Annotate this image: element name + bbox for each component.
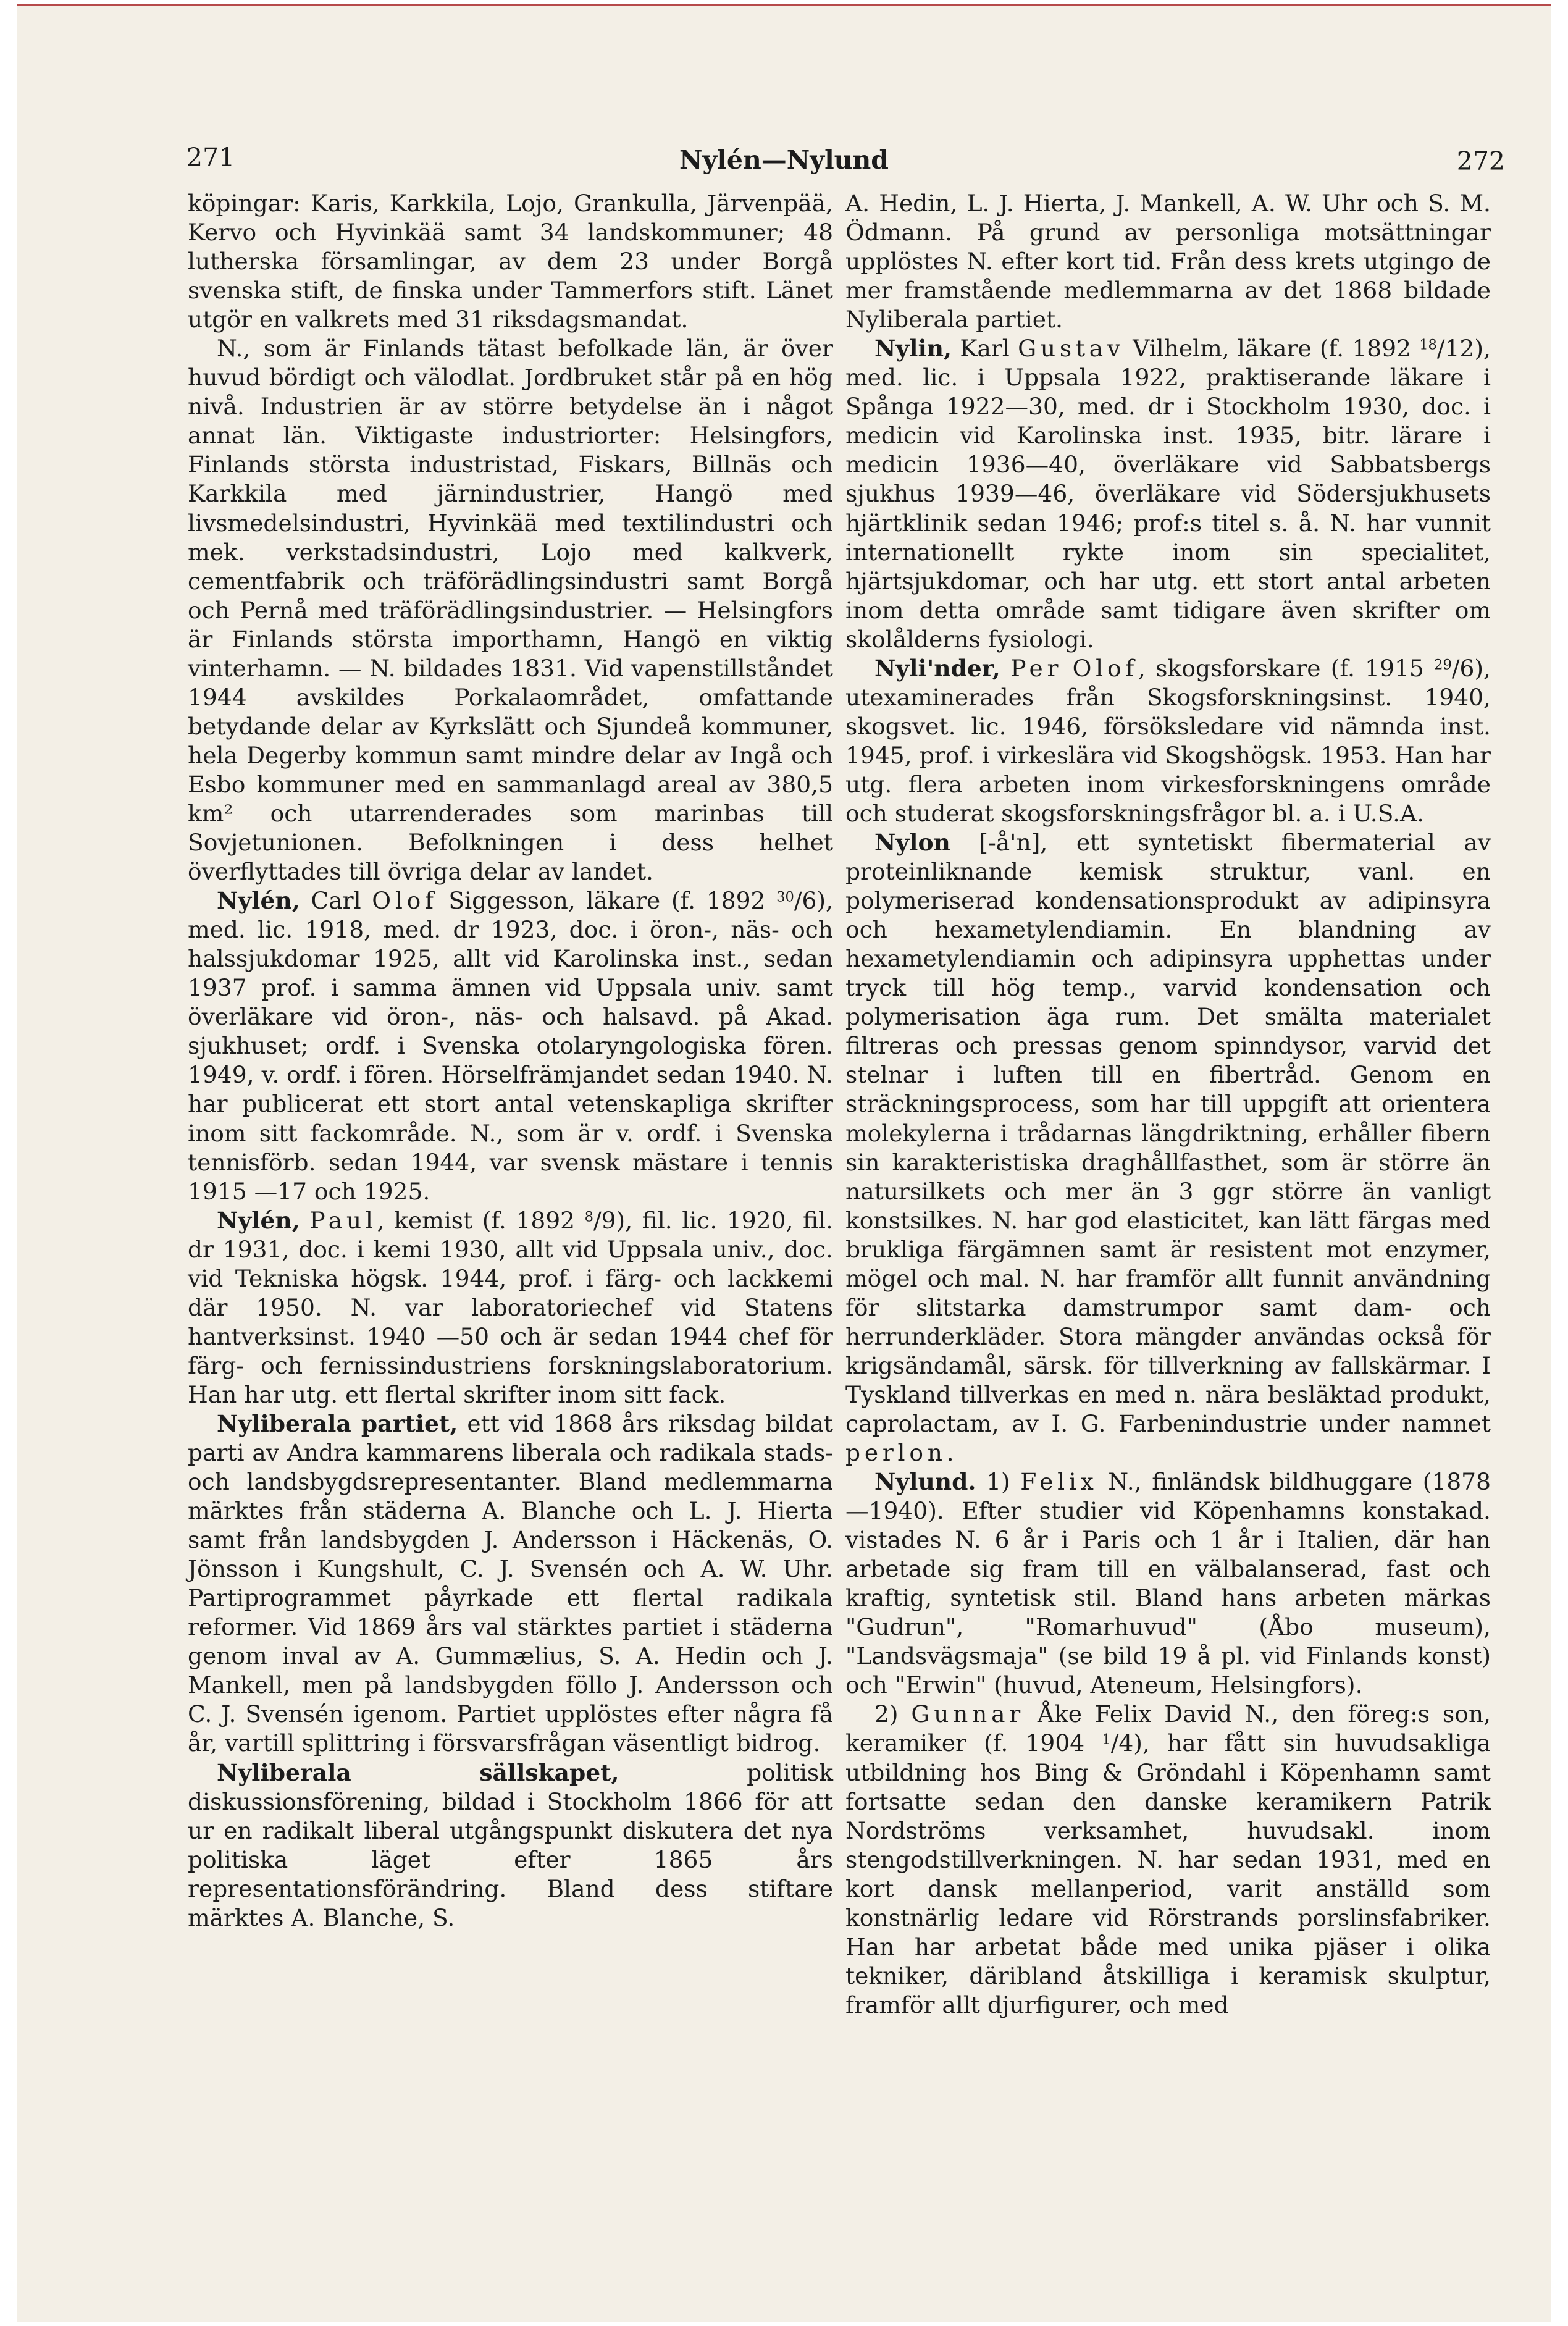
entry-nylen-paul: Nylén, Paul, kemist (f. 1892 $^8$/9), fil. lic. 1920, fil. dr 1931, doc. i kemi 1930, allt vid Uppsala univ., doc. vid Tekniska högsk. 1944, prof. i färg- och lackkemi där 1950. N. var laboratoriechef vid Statens hantverksinst. 1940 —50 och är sedan 1944 chef för färg- och fernissindustriens forskningslaboratorium. Han har utg. ett flertal skrifter inom sitt fack.	[188, 1206, 833, 1408]
entry-headword: Nyliberala partiet,	[217, 1409, 458, 1437]
entry-headword: Nylén,	[217, 1206, 300, 1234]
top-edge-line	[17, 4, 1551, 6]
page-number-right: 272	[1456, 146, 1505, 176]
entry-nyliberala-sallskapet-continued: A. Hedin, L. J. Hierta, J. Mankell, A. W. Uhr och S. M. Ödmann. På grund av personliga motsättningar upplöstes N. efter kort tid. Från dess krets utgingo de mer framstående medlemmarna av det 1868 bildade Nyliberala partiet.	[845, 190, 1491, 334]
entry-nyland-continued: köpingar: Karis, Karkkila, Lojo, Grankulla, Järvenpää, Kervo och Hyvinkää samt 34 landskommuner; 48 lutherska församlingar, av dem 23 under Borgå svenska stift, de finska under Tammerfors stift. Länet utgör en valkrets med 31 riksdagsmandat.	[188, 190, 833, 334]
entry-headword: Nylon	[874, 829, 950, 857]
entry-headword: Nylund.	[874, 1468, 976, 1496]
entry-headword: Nylén,	[217, 887, 300, 915]
left-column	[188, 189, 833, 1933]
right-column	[845, 189, 1491, 2020]
entry-headword: Nylin,	[874, 335, 952, 363]
entry-nylon: Nylon [-å'n], ett syntetiskt fibermaterial av proteinliknande kemisk struktur, vanl. en polymeriserad kondensationsprodukt av adipinsyra och hexametylendiamin. En blandning av hexametylendiamin och adipinsyra upphettas under tryck till hög temp., varvid kondensation och polymerisation äga rum. Det smälta materialet filtreras och pressas genom spinndysor, varvid det stelnar i luften till en fibertråd. Genom en sträckningsprocess, som har till uppgift att orientera molekylerna i trådarnas längdriktning, erhåller fibern sin karakteristiska draghållfasthet, som är större än natursilkets och mer än 3 ggr större än vanligt konstsilkes. N. har god elasticitet, kan lätt färgas med brukliga färgämnen samt är resistent mot enzymer, mögel och mal. N. har framför allt funnit användning för slitstarka damstrumpor samt dam- och herrunderkläder. Stora mängder användas också för krigsändamål, särsk. för tillverkning av fallskärmar. I Tyskland tillverkas en med n. nära besläktad produkt, caprolactam, av I. G. Farbenindustrie under namnet perlon.	[845, 829, 1491, 1467]
entry-nyland-economy: N., som är Finlands tätast befolkade län, är över huvud bördigt och välodlat. Jordbruket står på en hög nivå. Industrien är av större betydelse än i något annat län. Viktigaste industriorter: Helsingfors, Finlands största industristad, Fiskars, Billnäs och Karkkila med järnindustrier, Hangö med livsmedelsindustri, Hyvinkää med textilindustri och mek. verkstadsindustri, Lojo med kalkverk, cementfabrik och träförädlingsindustri samt Borgå och Pernå med träförädlingsindustrier. — Helsingfors är Finlands största importhamn, Hangö en viktig vinterhamn. — N. bildades 1831. Vid vapenstillståndet 1944 avskildes Porkalaområdet, omfattande betydande delar av Kyrkslätt och Sjundeå kommuner, hela Degerby kommun samt mindre delar av Ingå och Esbo kommuner med en sammanlagd areal av 380,5 km² och utarrenderades som marinbas till Sovjetunionen. Befolkningen i dess helhet överflyttades till övriga delar av landet.	[188, 335, 833, 886]
entry-nylund-felix: Nylund. 1) Felix N., finländsk bildhuggare (1878—1940). Efter studier vid Köpenhamns konstakad. vistades N. 6 år i Paris och 1 år i Italien, där han arbetade sig fram till en välbalanserad, fast och kraftig, syntetisk stil. Bland hans arbeten märkas "Gudrun", "Romarhuvud" (Åbo museum), "Landsvägsmaja" (se bild 19 å pl. vid Finlands konst) och "Erwin" (huvud, Ateneum, Helsingfors).	[845, 1468, 1491, 1699]
book-page	[17, 4, 1551, 2322]
page-header	[17, 143, 1551, 186]
entry-nylin-karl-gustav: Nylin, Karl Gustav Vilhelm, läkare (f. 1892 $^{18}$/12), med. lic. i Uppsala 1922, praktiserande läkare i Spånga 1922—30, med. dr i Stockholm 1930, doc. i medicin vid Karolinska inst. 1935, bitr. lärare i medicin 1936—40, överläkare vid Sabbatsbergs sjukhus 1939—46, överläkare vid Södersjukhusets hjärtklinik sedan 1946; prof:s titel s. å. N. har vunnit internationellt rykte inom sin specialitet, hjärtsjukdomar, och har utg. ett stort antal arbeten inom detta område samt tidigare även skrifter om skolålderns fysiologi.	[845, 335, 1491, 653]
page-number-left: 271	[187, 143, 235, 172]
entry-headword: Nyli'nder,	[874, 654, 1000, 682]
entry-nylund-gunnar: 2) Gunnar Åke Felix David N., den föreg:s son, keramiker (f. 1904 $^1$/4), har fått sin huvudsakliga utbildning hos Bing & Gröndahl i Köpenhamn samt fortsatte sedan den danske keramikern Patrik Nordströms verksamhet, huvudsakl. inom stengodstillverkningen. N. har sedan 1931, med en kort dansk mellanperiod, varit anställd som konstnärlig ledare vid Rörstrands porslinsfabriker. Han har arbetat både med unika pjäser i olika tekniker, däribland åtskilliga i keramisk skulptur, framför allt djurfigurer, och med	[845, 1700, 1491, 2018]
entry-headword: Nyliberala sällskapet,	[217, 1758, 619, 1786]
entry-nyliberala-sallskapet: Nyliberala sällskapet, politisk diskussionsförening, bildad i Stockholm 1866 för att ur en radikalt liberal utgångspunkt diskutera det nya politiska läget efter 1865 års representationsförändring. Bland dess stiftare märktes A. Blanche, S.	[188, 1758, 833, 1931]
entry-nylen-carl-olof: Nylén, Carl Olof Siggesson, läkare (f. 1892 $^{30}$/6), med. lic. 1918, med. dr 1923, doc. i öron-, näs- och halssjukdomar 1925, allt vid Karolinska inst., sedan 1937 prof. i samma ämnen vid Uppsala univ. samt överläkare vid öron-, näs- och halsavd. på Akad. sjukhuset; ordf. i Svenska otolaryngologiska fören. 1949, v. ordf. i fören. Hörselfrämjandet sedan 1940. N. har publicerat ett stort antal vetenskapliga skrifter inom sitt fackområde. N., som är v. ordf. i Svenska tennisförb. sedan 1944, var svensk mästare i tennis 1915 —17 och 1925.	[188, 887, 833, 1205]
entry-nylinder-per-olof: Nyli'nder, Per Olof, skogsforskare (f. 1915 $^{29}$/6), utexaminerades från Skogsforskningsinst. 1940, skogsvet. lic. 1946, försöksledare vid nämnda inst. 1945, prof. i virkeslära vid Skogshögsk. 1953. Han har utg. flera arbeten inom virkesforskningens område och studerat skogsforskningsfrågor bl. a. i U.S.A.	[845, 654, 1491, 827]
entry-nyliberala-partiet: Nyliberala partiet, ett vid 1868 års riksdag bildat parti av Andra kammarens liberala och radikala stads- och landsbygdsrepresentanter. Bland medlemmarna märktes från städerna A. Blanche och L. J. Hierta samt från landsbygden J. Andersson i Häckenäs, O. Jönsson i Kungshult, C. J. Svensén och A. W. Uhr. Partiprogrammet påyrkade ett flertal radikala reformer. Vid 1869 års val stärktes partiet i städerna genom inval av A. Gummælius, S. A. Hedin och J. Mankell, men på landsbygden föllo J. Andersson och C. J. Svensén igenom. Partiet upplöstes efter några få år, vartill splittring i försvarsfrågan väsentligt bidrog.	[188, 1409, 833, 1757]
running-title: Nylén—Nylund	[679, 145, 889, 175]
